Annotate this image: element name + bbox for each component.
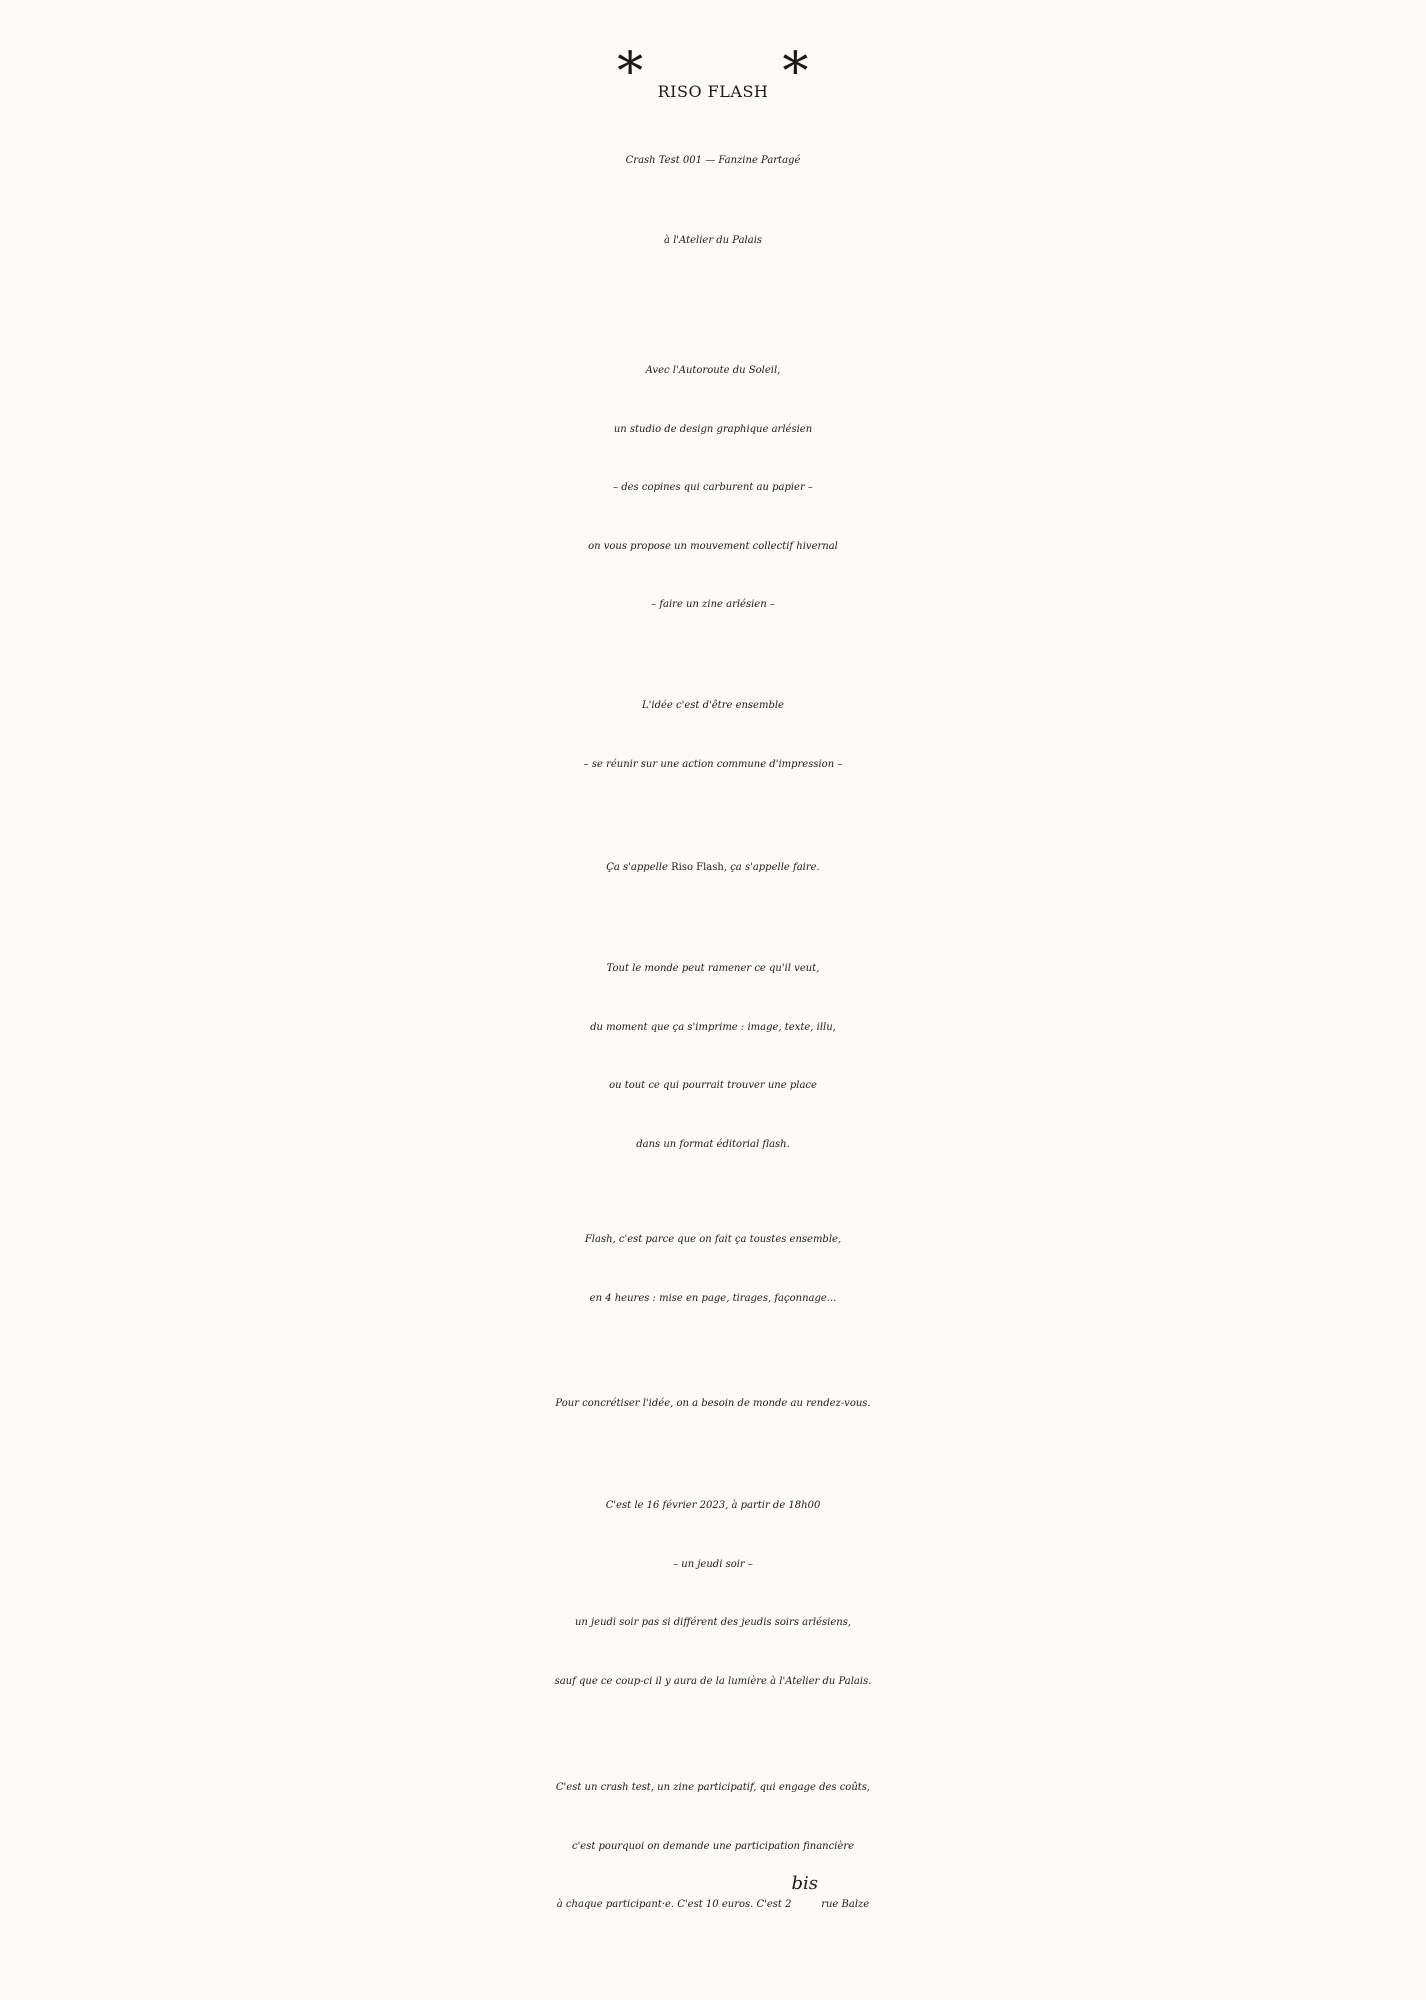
stanza-line: – des copines qui carburent au papier – [613,482,813,493]
stanza-line: en 4 heures : mise en page, tirages, façonnage... [589,1292,837,1304]
title-text: RISO FLASH [657,82,769,101]
stanza-participation [0,1759,1426,1935]
stanza-line: un studio de design graphique arlésien [613,423,813,435]
stanza-line: C'est un crash test, un zine participatif, qui engage des coûts, [555,1782,871,1793]
stanza-name [0,839,1426,898]
star-left-icon: * [617,42,644,102]
address-superscript: bis [791,1873,819,1894]
stanza-line: – faire un zine arlésien – [651,599,775,610]
stanza-contributions [0,940,1426,1174]
stanza-line: – se réunir sur une action commune d'impression – [583,758,843,770]
stanza-line: on vous propose un mouvement collectif hivernal [588,540,838,552]
stanza-intro [0,342,1426,635]
stanza-line: dans un format éditorial flash. [636,1138,790,1150]
stanza-date [0,1477,1426,1711]
stanza-line: Avec l'Autoroute du Soleil, [645,365,781,376]
stanza-line: C'est le 16 février 2023, à partir de 18h00 [605,1500,821,1511]
subtitle-line-2: à l'Atelier du Palais [663,235,763,246]
stanza-flash [0,1211,1426,1328]
stanza-idea [0,677,1426,794]
event-name: Riso Flash [671,862,724,873]
stanza-line: du moment que ça s'imprime : image, texte, illu, [590,1021,836,1033]
name-before: Ça s'appelle [606,862,672,873]
stanza-line [0,1873,1426,1935]
subtitle-line-1: Crash Test 001 — Fanzine Partagé [625,155,801,166]
stanza-line: Pour concrétiser l'idée, on a besoin de monde au rendez-vous. [555,1398,871,1409]
stanza-line: c'est pourquoi on demande une participation financière [571,1840,855,1852]
stanza-line: Flash, c'est parce que on fait ça toustes ensemble, [584,1234,842,1245]
title [0,36,1426,136]
stanza-line: sauf que ce coup-ci il y aura de la lumière à l'Atelier du Palais. [554,1675,872,1687]
stanza-line: L'idée c'est d'être ensemble [642,700,784,711]
stanza-line: ou tout ce qui pourrait trouver une place [609,1080,817,1091]
name-after: , ça s'appelle faire. [723,862,820,873]
stanza-line: – un jeudi soir – [673,1558,753,1570]
stanza-line: un jeudi soir pas si différent des jeudis soirs arlésiens, [574,1617,852,1628]
stanza-line [0,839,1426,898]
address-before: à chaque participant·e. C'est 10 euros. C'est 2 [556,1899,792,1910]
address-after: rue Balze [818,1899,870,1910]
star-right-icon: * [782,42,809,102]
stanza-need [0,1375,1426,1434]
stanza-line: Tout le monde peut ramener ce qu'il veut, [606,963,820,974]
